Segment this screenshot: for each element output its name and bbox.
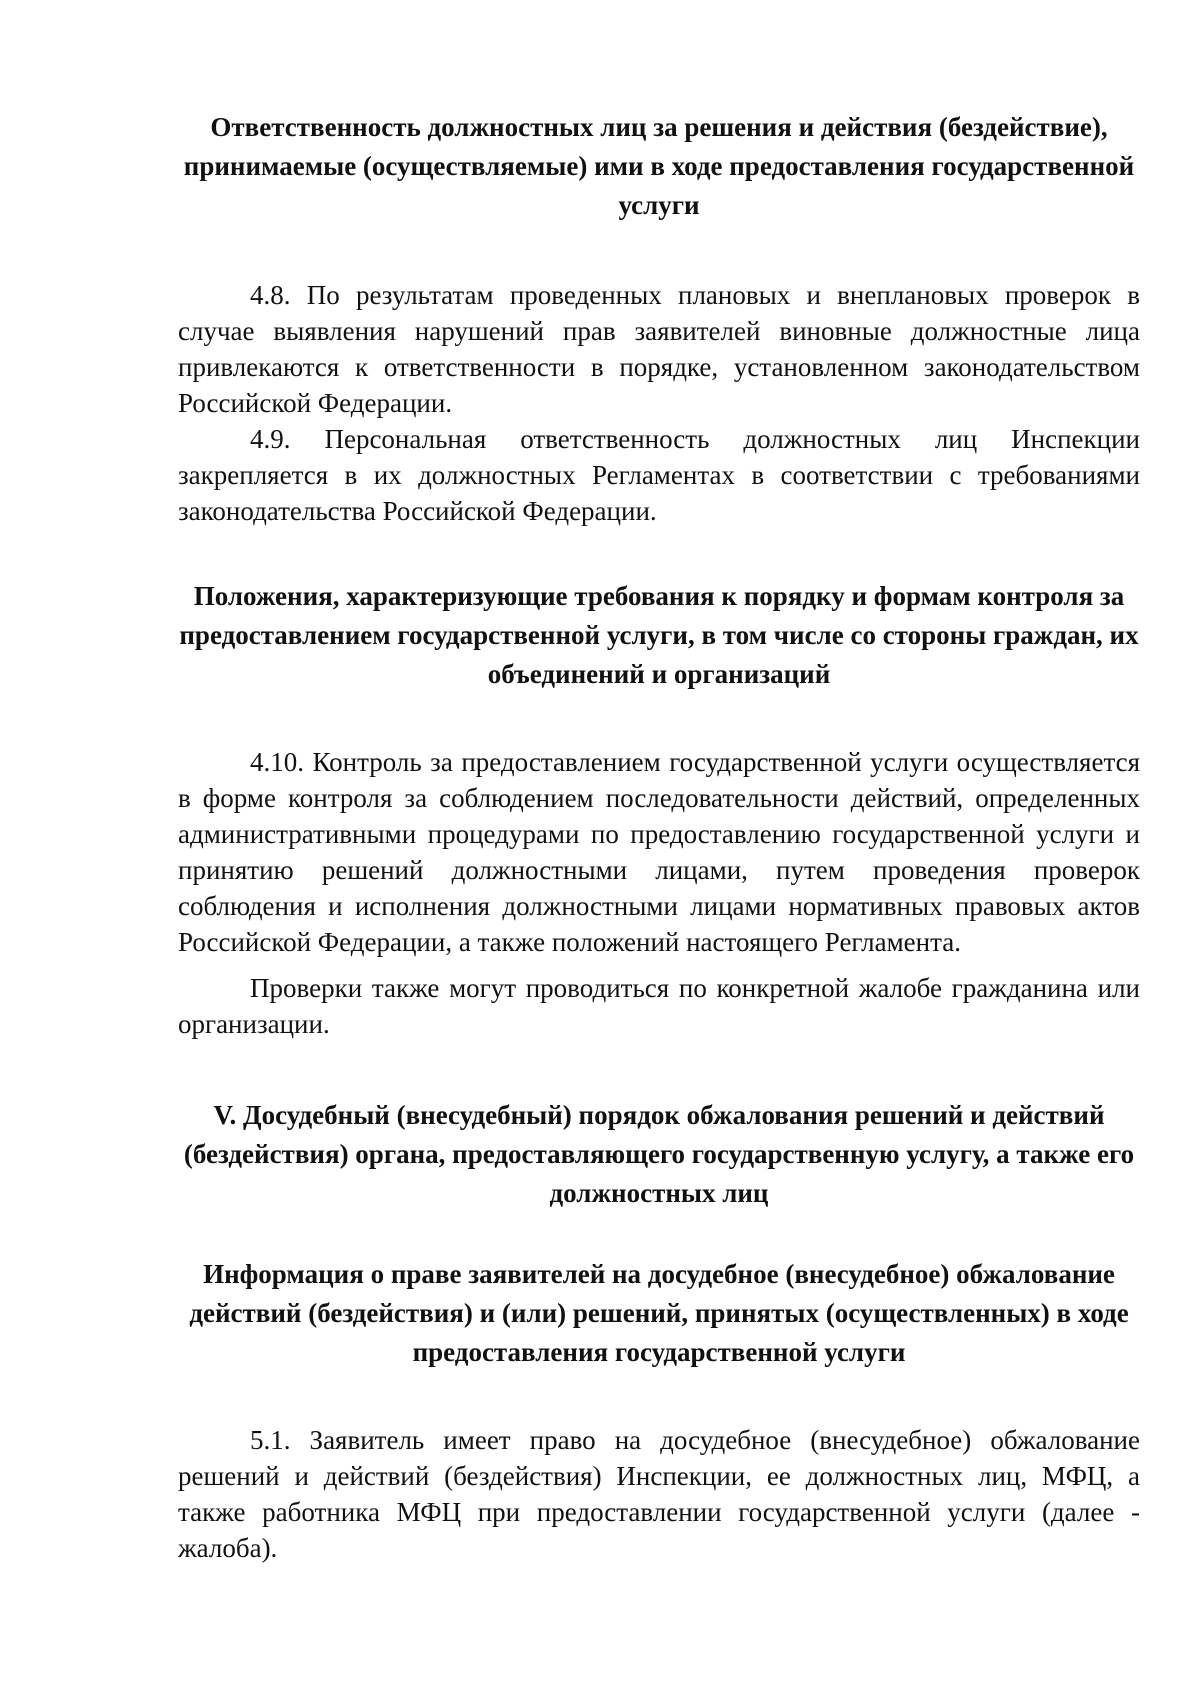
heading-section-v: V. Досудебный (внесудебный) порядок обжалования решений и действий (бездействия) органа, предоставляющего государственную услугу, а также его должностных лиц	[183, 1100, 1135, 1208]
paragraph-5-1: 5.1. Заявитель имеет право на досудебное (внесудебное) обжалование решений и действий (бездействия) Инспекции, ее должностных лиц, МФЦ, а также работника МФЦ при предоставлении государственной услуги (далее - жалоба).	[178, 1425, 1140, 1563]
paragraph-4-8: 4.8. По результатам проведенных плановых и внеплановых проверок в случае выявления нарушений прав заявителей виновные должностные лица привлекаются к ответственности в порядке, установленном законодательством Российской Федерации.	[178, 280, 1140, 418]
heading-responsibility-text: Ответственность должностных лиц за решения и действия (бездействие), принимаемые (осуществляемые) ими в ходе предоставления государственной услуги	[183, 112, 1135, 220]
heading-responsibility	[178, 108, 1140, 225]
heading-appeal-info: Информация о праве заявителей на досудебное (внесудебное) обжалование действий (бездействия) и (или) решений, принятых (осуществленных) в ходе предоставления государственной услуги	[189, 1259, 1129, 1367]
paragraph-4-10-inspections: Проверки также могут проводиться по конкретной жалобе гражданина или организации.	[178, 973, 1140, 1039]
page-content	[178, 108, 1140, 1566]
paragraph-4-10: 4.10. Контроль за предоставлением государственной услуги осуществляется в форме контроля за соблюдением последовательности действий, определенных административными процедурами по предоставлению государственной услуги и принятию решений должностными лицами, путем проведения проверок соблюдения и исполнения должностными лицами нормативных правовых актов Российской Федерации, а также положений настоящего Регламента.	[178, 747, 1140, 957]
heading-control: Положения, характеризующие требования к порядку и формам контроля за предоставлением государственной услуги, в том числе со стороны граждан, их объединений и организаций	[179, 581, 1139, 689]
paragraph-4-9: 4.9. Персональная ответственность должностных лиц Инспекции закрепляется в их должностных Регламентах в соответствии с требованиями законодательства Российской Федерации.	[178, 424, 1140, 526]
